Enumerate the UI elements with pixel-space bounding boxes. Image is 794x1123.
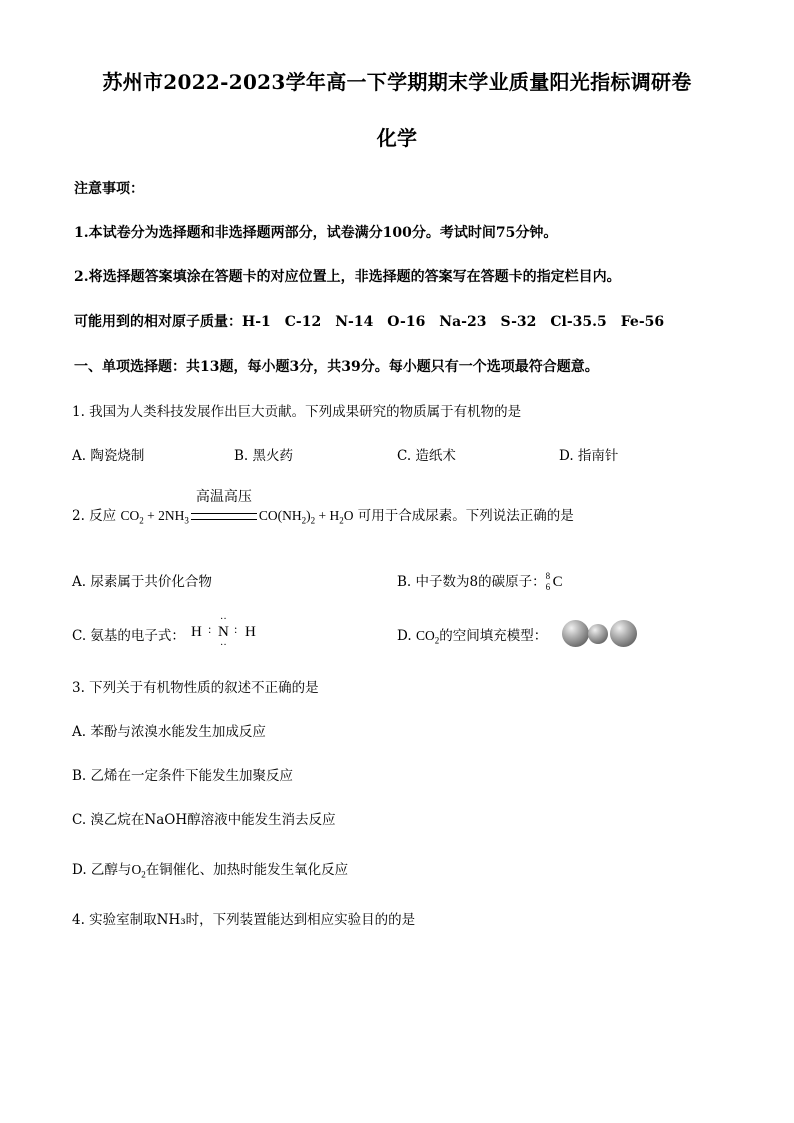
q2-option-c bbox=[72, 624, 185, 644]
question-3-stem: 3. 下列关于有机物性质的叙述不正确的是 bbox=[72, 680, 319, 696]
q2-option-b-text: B. 中子数为8的碳原子： bbox=[397, 574, 546, 590]
subject-title: 化学 bbox=[376, 126, 418, 150]
carbon-atom-ball bbox=[588, 624, 608, 644]
q3-option-c: C. 溴乙烷在NaOH醇溶液中能发生消去反应 bbox=[72, 812, 336, 828]
q2-option-d: D. $CO_2$的空间填充模型： bbox=[397, 628, 548, 646]
amino-electron-formula: H : N : H ·· ·· bbox=[191, 614, 256, 651]
q1-option-c: C. 造纸术 bbox=[397, 448, 456, 464]
q2-number: 2. 反应 bbox=[72, 508, 117, 524]
note-item-1: 1.本试卷分为选择题和非选择题两部分，试卷满分100分。考试时间75分钟。 bbox=[74, 225, 558, 241]
q2-option-a: A. 尿素属于共价化合物 bbox=[72, 574, 212, 590]
q1-option-a: A. 陶瓷烧制 bbox=[72, 448, 145, 464]
q1-option-d: D. 指南针 bbox=[559, 448, 619, 464]
q2-option-d-text: 的空间填充模型： bbox=[439, 628, 548, 644]
section-heading: 一、单项选择题：共13题，每小题3分，共39分。每小题只有一个选项最符合题意。 bbox=[74, 359, 599, 375]
oxygen-atom-ball bbox=[610, 620, 637, 647]
oxygen-atom-ball bbox=[562, 620, 589, 647]
q1-option-b: B. 黑火药 bbox=[234, 448, 294, 464]
q3-option-b: B. 乙烯在一定条件下能发生加聚反应 bbox=[72, 768, 294, 784]
question-2-stem bbox=[72, 489, 574, 526]
q3-option-d-post: 在铜催化、加热时能发生氧化反应 bbox=[145, 862, 349, 878]
q2-condition: 高温高压 bbox=[195, 489, 252, 505]
carbon-isotope-symbol: 8 6 C bbox=[545, 570, 563, 592]
q2-option-c-text: C. 氨基的电子式： bbox=[72, 628, 185, 644]
atomic-mass-line: 可能用到的相对原子质量：H-1 C-12 N-14 O-16 Na-23 S-32 Cl-35.5 Fe-56 bbox=[74, 314, 665, 330]
co2-space-filling-model bbox=[562, 618, 640, 648]
notes-heading: 注意事项： bbox=[74, 181, 144, 197]
note-item-2: 2.将选择题答案填涂在答题卡的对应位置上，非选择题的答案写在答题卡的指定栏目内。 bbox=[74, 269, 621, 285]
q2-tail: 可用于合成尿素。下列说法正确的是 bbox=[357, 508, 574, 524]
exam-title: 苏州市2022-2023学年高一下学期期末学业质量阳光指标调研卷 bbox=[102, 70, 692, 94]
q2-option-b bbox=[397, 570, 564, 592]
q2-option-d-prefix: D. bbox=[397, 628, 416, 644]
q3-option-d: D. 乙醇与$O_2$在铜催化、加热时能发生氧化反应 bbox=[72, 862, 349, 880]
q3-option-d-pre: D. 乙醇与 bbox=[72, 862, 132, 878]
q3-option-a: A. 苯酚与浓溴水能发生加成反应 bbox=[72, 724, 266, 740]
question-4-stem: 4. 实验室制取NH₃时，下列装置能达到相应实验目的的是 bbox=[72, 912, 416, 928]
question-1-stem: 1. 我国为人类科技发展作出巨大贡献。下列成果研究的物质属于有机物的是 bbox=[72, 404, 522, 420]
q2-equation: $CO_2 + 2NH_3$ 高温高压 $CO(NH_2)_2 + H_2O$ bbox=[120, 508, 353, 523]
